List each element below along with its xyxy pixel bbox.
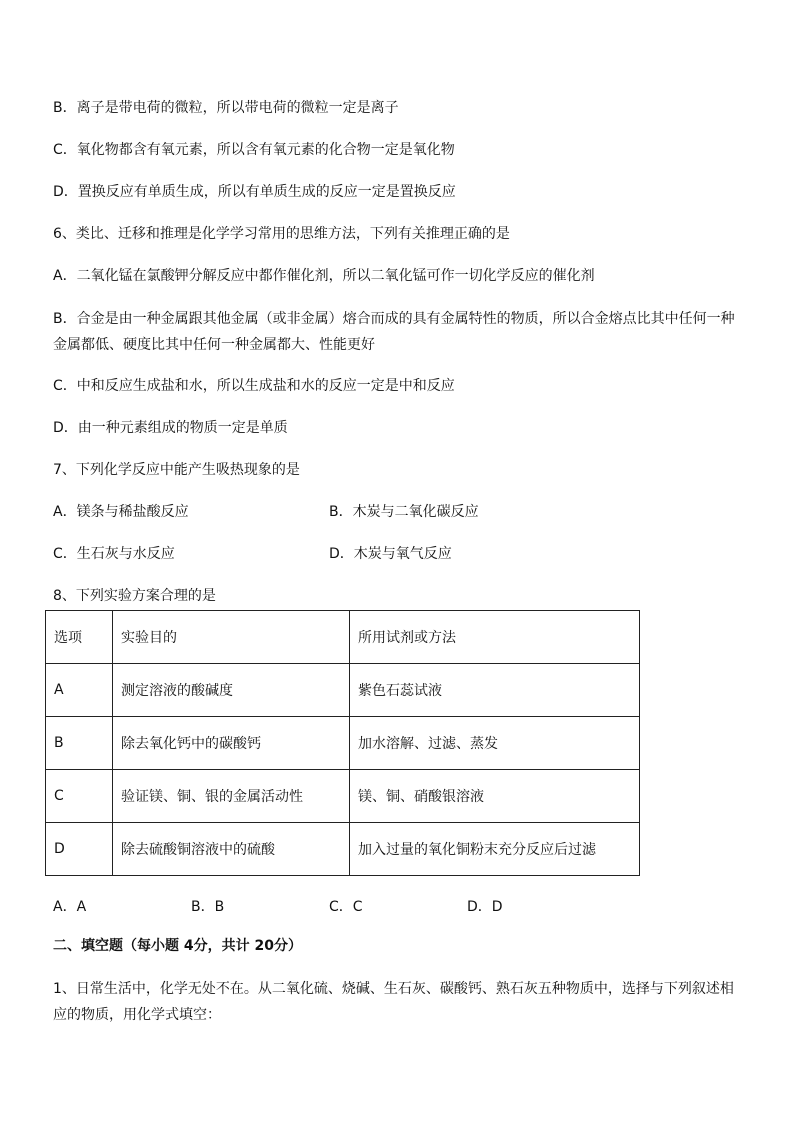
section-heading: 二、填空题（每小题 4分，共计 20分） bbox=[53, 938, 302, 954]
question-8-option-d: D．D bbox=[467, 899, 503, 915]
table-row bbox=[46, 664, 640, 717]
table-row bbox=[46, 823, 640, 876]
question-8-option-a: A．A bbox=[53, 899, 87, 915]
question-8-option-c: C．C bbox=[329, 899, 363, 915]
question-7-option-a: A．镁条与稀盐酸反应 bbox=[53, 504, 189, 520]
table-cell: C bbox=[46, 770, 113, 823]
question-6-stem: 6、类比、迁移和推理是化学学习常用的思维方法，下列有关推理正确的是 bbox=[53, 226, 510, 242]
question-6-option-a: A．二氧化锰在氯酸钾分解反应中都作催化剂，所以二氧化锰可作一切化学反应的催化剂 bbox=[53, 268, 595, 284]
question-6-option-d: D．由一种元素组成的物质一定是单质 bbox=[53, 420, 288, 436]
fill-question-1: 1、日常生活中，化学无处不在。从二氧化硫、烧碱、生石灰、碳酸钙、熟石灰五种物质中，选择与下列叙述相应的物质，用化学式填空： bbox=[53, 981, 734, 1023]
question-5-option-c: C．氧化物都含有氧元素，所以含有氧元素的化合物一定是氧化物 bbox=[53, 142, 455, 158]
table-header-cell: 实验目的 bbox=[113, 611, 350, 664]
question-8-option-b: B．B bbox=[191, 899, 225, 915]
experiment-table bbox=[45, 610, 640, 876]
question-5-option-b: B．离子是带电荷的微粒，所以带电荷的微粒一定是离子 bbox=[53, 100, 399, 116]
question-6-option-b: B．合金是由一种金属跟其他金属（或非金属）熔合而成的具有金属特性的物质，所以合金熔点比其中任何一种金属都低、硬度比其中任何一种金属都大、性能更好 bbox=[53, 311, 735, 353]
question-7-stem: 7、下列化学反应中能产生吸热现象的是 bbox=[53, 462, 300, 478]
table-cell: 紫色石蕊试液 bbox=[350, 664, 640, 717]
table-row bbox=[46, 717, 640, 770]
table-cell: 测定溶液的酸碱度 bbox=[113, 664, 350, 717]
question-5-option-d: D．置换反应有单质生成，所以有单质生成的反应一定是置换反应 bbox=[53, 184, 456, 200]
question-7-option-c: C．生石灰与水反应 bbox=[53, 546, 175, 562]
table-cell: 加水溶解、过滤、蒸发 bbox=[350, 717, 640, 770]
question-7-option-d: D．木炭与氧气反应 bbox=[329, 546, 452, 562]
table-cell: 除去硫酸铜溶液中的硫酸 bbox=[113, 823, 350, 876]
table-cell: D bbox=[46, 823, 113, 876]
table-cell: B bbox=[46, 717, 113, 770]
table-cell: A bbox=[46, 664, 113, 717]
table-header-cell: 所用试剂或方法 bbox=[350, 611, 640, 664]
table-cell: 除去氧化钙中的碳酸钙 bbox=[113, 717, 350, 770]
table-header-cell: 选项 bbox=[46, 611, 113, 664]
table-cell: 加入过量的氧化铜粉末充分反应后过滤 bbox=[350, 823, 640, 876]
table-header-row bbox=[46, 611, 640, 664]
table-cell: 验证镁、铜、银的金属活动性 bbox=[113, 770, 350, 823]
question-6-option-c: C．中和反应生成盐和水，所以生成盐和水的反应一定是中和反应 bbox=[53, 378, 455, 394]
table-cell: 镁、铜、硝酸银溶液 bbox=[350, 770, 640, 823]
question-7-option-b: B．木炭与二氧化碳反应 bbox=[329, 504, 479, 520]
table-row bbox=[46, 770, 640, 823]
question-8-stem: 8、下列实验方案合理的是 bbox=[53, 588, 216, 604]
